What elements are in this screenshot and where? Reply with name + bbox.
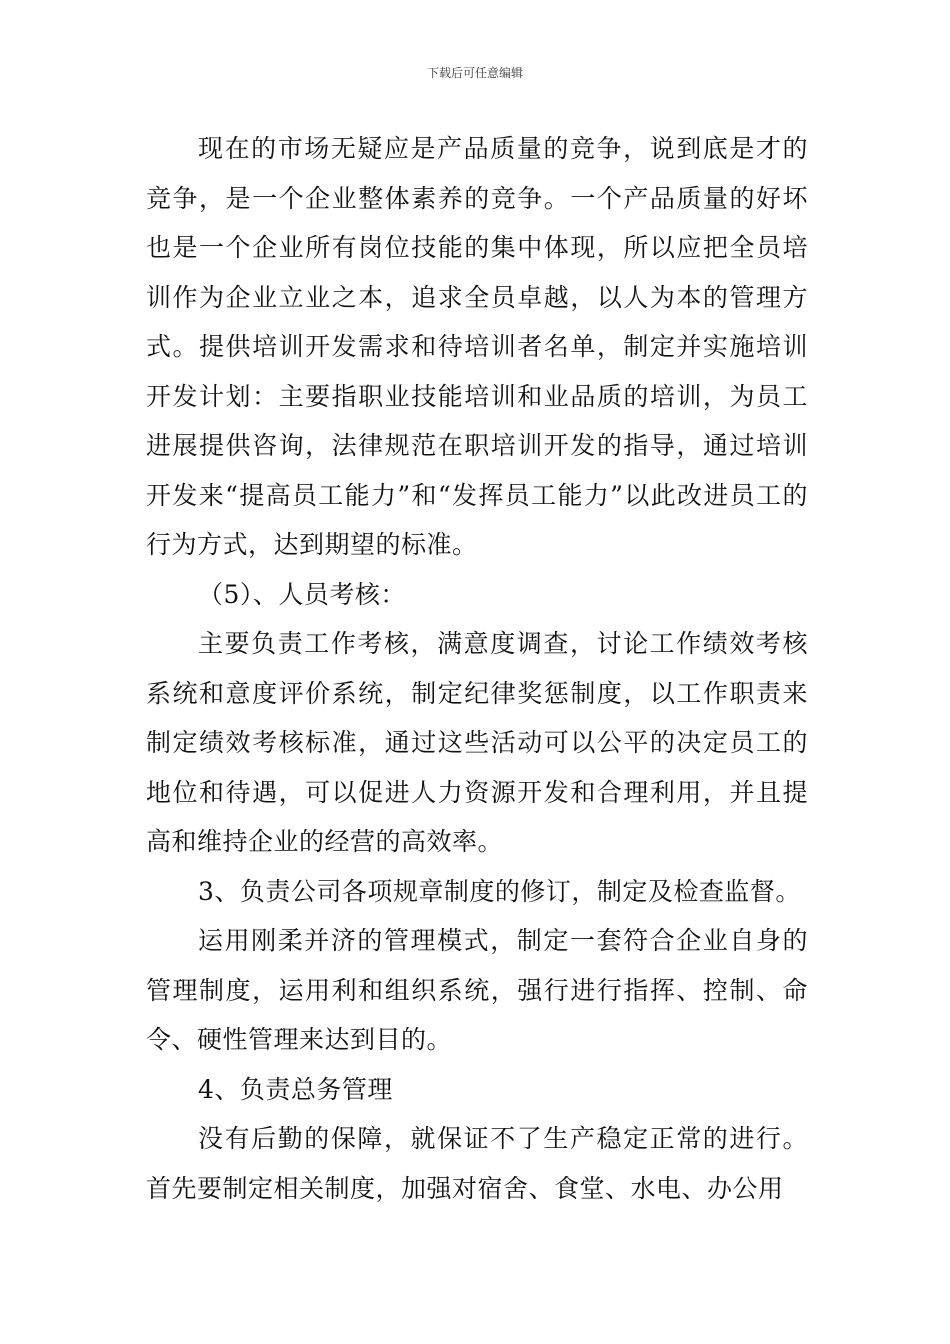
- page-header: 下载后可任意编辑: [426, 66, 523, 80]
- section-heading-regulations: 3、负责公司各项规章制度的修订，制定及检查监督。: [198, 876, 801, 906]
- section-heading-assessment: （5）、人员考核：: [198, 579, 406, 609]
- paragraph-general-affairs: 没有后勤的保障，就保证不了生产稳定正常的进行。首先要制定相关制度，加强对宿舍、食堂、水电、办公用: [146, 1124, 808, 1203]
- paragraph-assessment: 主要负责工作考核，满意度调查，讨论工作绩效考核系统和意度评价系统，制定纪律奖惩制度，以工作职责来制定绩效考核标准，通过这些活动可以公平的决定员工的地位和待遇，可以促进人力资源开发和合理利用，并且提高和维持企业的经营的高效率。: [146, 629, 808, 856]
- document-body: [146, 124, 808, 1213]
- paragraph-regulations: 运用刚柔并济的管理模式，制定一套符合企业自身的管理制度，运用利和组织系统，强行进行指挥、控制、命令、硬性管理来达到目的。: [146, 926, 808, 1054]
- paragraph-training: 现在的市场无疑应是产品质量的竞争，说到底是才的竞争，是一个企业整体素养的竞争。一个产品质量的好坏也是一个企业所有岗位技能的集中体现，所以应把全员培训作为企业立业之本，追求全员卓越，以人为本的管理方式。提供培训开发需求和待培训者名单，制定并实施培训开发计划：主要指职业技能培训和业品质的培训，为员工进展提供咨询，法律规范在职培训开发的指导，通过培训开发来“提高员工能力”和“发挥员工能力”以此改进员工的行为方式，达到期望的标准。: [146, 134, 808, 559]
- section-heading-general-affairs: 4、负责总务管理: [198, 1074, 393, 1104]
